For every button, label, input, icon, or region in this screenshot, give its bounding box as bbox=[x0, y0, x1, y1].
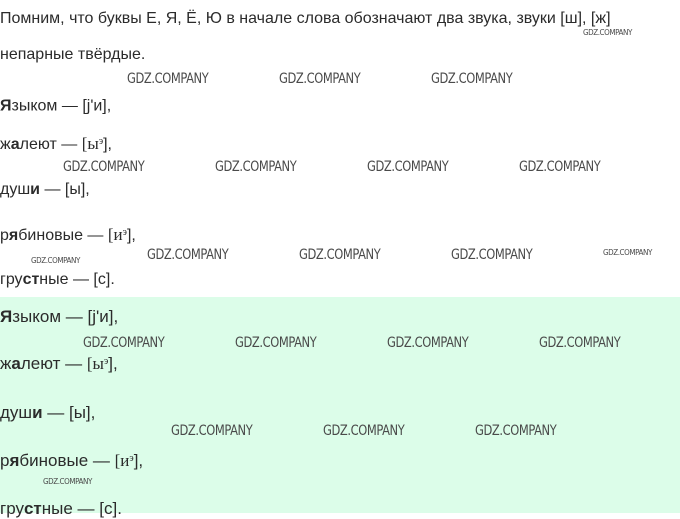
watermark-text: GDZ.COMPANY bbox=[299, 247, 381, 263]
word-row: рябиновые — $[и^э]$, bbox=[0, 451, 144, 470]
word-row: жалеют — $[ы^э]$, bbox=[0, 354, 118, 373]
watermark-text: GDZ.COMPANY bbox=[171, 423, 253, 439]
watermark-text: GDZ.COMPANY bbox=[127, 71, 209, 87]
watermark-text: GDZ.COMPANY bbox=[583, 28, 632, 37]
watermark-text: GDZ.COMPANY bbox=[235, 335, 317, 351]
word-row: души — [ы], bbox=[0, 403, 96, 422]
watermark-text: GDZ.COMPANY bbox=[451, 247, 533, 263]
word-row: грустные — [с]. bbox=[0, 499, 122, 518]
watermark-text: GDZ.COMPANY bbox=[323, 423, 405, 439]
watermark-text: GDZ.COMPANY bbox=[31, 256, 80, 265]
watermark-text: GDZ.COMPANY bbox=[83, 335, 165, 351]
word-row: Языком — [j'и], bbox=[0, 97, 112, 115]
word-row: грустные — [с]. bbox=[0, 271, 115, 288]
watermark-text: GDZ.COMPANY bbox=[367, 159, 449, 175]
watermark-text: GDZ.COMPANY bbox=[279, 71, 361, 87]
watermark-text: GDZ.COMPANY bbox=[475, 423, 557, 439]
word-row: рябиновые — $[и^э]$, bbox=[0, 225, 136, 244]
watermark-text: GDZ.COMPANY bbox=[43, 477, 92, 486]
watermark-text: GDZ.COMPANY bbox=[387, 335, 469, 351]
watermark-text: GDZ.COMPANY bbox=[215, 159, 297, 175]
highlighted-answer-block bbox=[0, 297, 680, 518]
watermark-text: GDZ.COMPANY bbox=[63, 159, 145, 175]
watermark-text: GDZ.COMPANY bbox=[147, 247, 229, 263]
watermark-text: GDZ.COMPANY bbox=[519, 159, 601, 175]
intro-line-1: Помним, что буквы Е, Я, Ё, Ю в начале слова обозначают два звука, звуки [ш], [ж] bbox=[0, 10, 611, 27]
watermark-text: GDZ.COMPANY bbox=[539, 335, 621, 351]
word-row: души — [ы], bbox=[0, 181, 90, 198]
intro-line-2: непарные твёрдые. bbox=[0, 46, 146, 63]
word-row: Языком — [j'и], bbox=[0, 307, 119, 326]
watermark-text: GDZ.COMPANY bbox=[431, 71, 513, 87]
word-row: жалеют — $[ы^э]$, bbox=[0, 134, 112, 153]
watermark-text: GDZ.COMPANY bbox=[603, 248, 652, 257]
